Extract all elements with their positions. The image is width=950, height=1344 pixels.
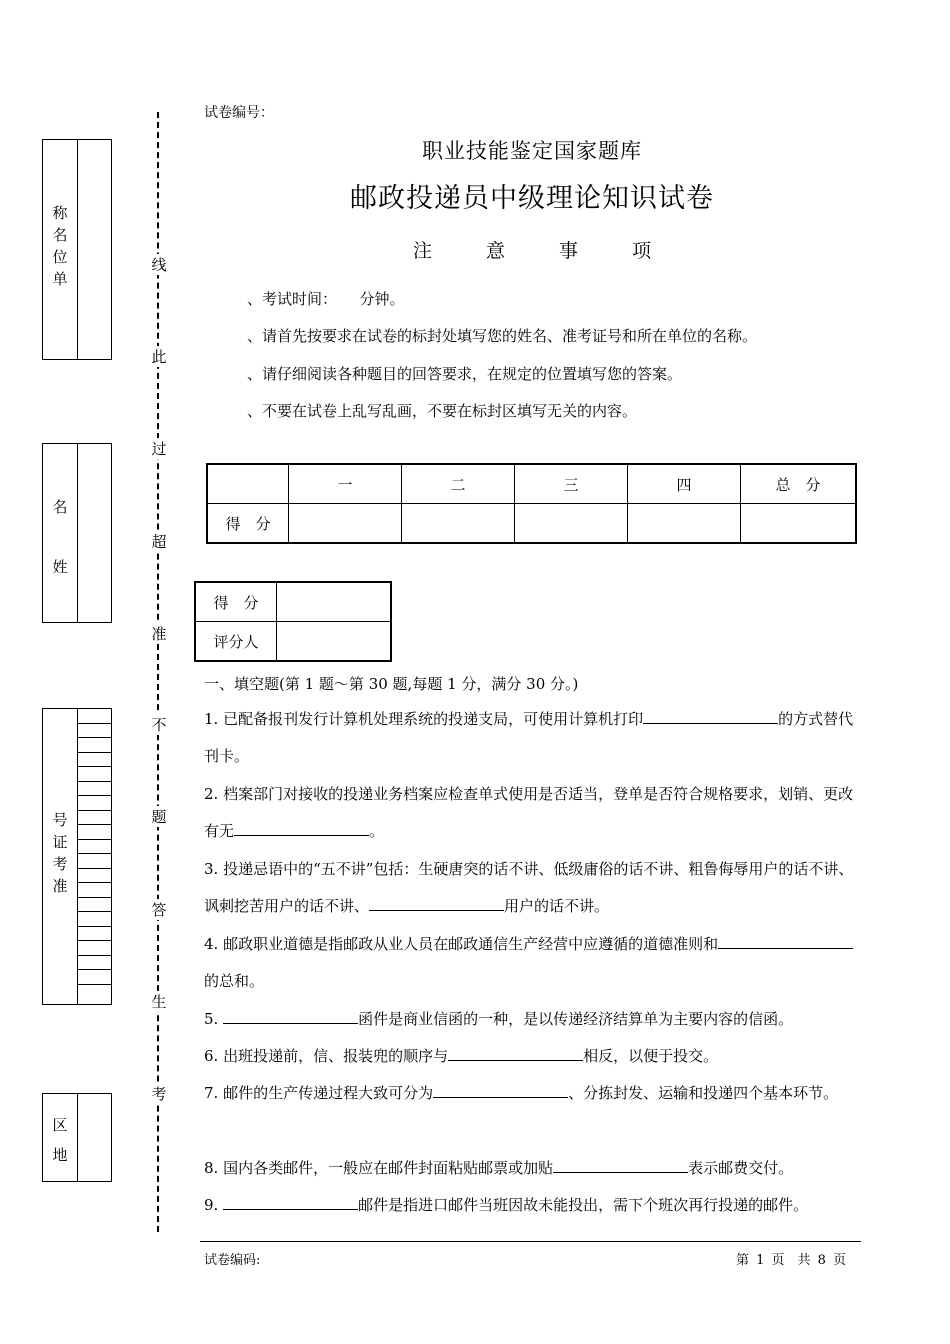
question-text: 6. 出班投递前，信、报装兜的顺序与	[204, 1047, 449, 1065]
name-label-gap	[43, 522, 77, 552]
score-input-cell[interactable]	[289, 504, 402, 544]
question-item	[204, 701, 860, 775]
score-header-cell: 四	[628, 464, 741, 504]
notice-item: 、请仔细阅读各种题目的回答要求，在规定的位置填写您的答案。	[247, 365, 683, 383]
notice-heading-char: 事	[559, 240, 579, 262]
name-label	[43, 492, 77, 582]
score-header-cell: 二	[402, 464, 515, 504]
exam-id-label-char: 证	[52, 833, 68, 851]
question-text: 2. 档案部门对接收的投递业务档案应检查单式使用是否适当，登单是否符合规格要求，划销、更改有无	[204, 785, 854, 840]
name-box	[42, 443, 112, 623]
notice-item: 、请首先按要求在试卷的标封处填写您的姓名、准考证号和所在单位的名称。	[247, 327, 758, 345]
question-item	[204, 851, 860, 925]
question-text: 的总和。	[204, 972, 265, 990]
region-box	[42, 1093, 112, 1182]
seal-char: 过	[151, 440, 167, 458]
answer-blank[interactable]	[433, 1083, 568, 1098]
question-text: 1. 已配备报刊发行计算机处理系统的投递支局，可使用计算机打印	[204, 710, 644, 728]
seal-dashed-line	[157, 112, 159, 1232]
question-item	[204, 1038, 860, 1075]
unit-label-char: 名	[52, 226, 68, 244]
answer-blank[interactable]	[223, 1009, 358, 1024]
seal-char: 准	[151, 625, 167, 643]
score-input-cell[interactable]	[402, 504, 515, 544]
section-title: 一、填空题(第 1 题～第 30 题,每题 1 分，满分 30 分。)	[204, 675, 579, 693]
seal-char: 题	[151, 808, 167, 826]
notice-heading-char: 注	[412, 240, 432, 262]
question-item	[204, 776, 860, 850]
notice-heading-char: 项	[632, 240, 652, 262]
grader-score-label: 得 分	[195, 582, 277, 622]
exam-id-label-char: 准	[52, 877, 68, 895]
question-text: 相反，以便于投交。	[583, 1047, 719, 1065]
exam-id-label-char: 考	[52, 855, 68, 873]
answer-blank[interactable]	[643, 709, 778, 724]
question-text: 4. 邮政职业道德是指邮政从业人员在邮政通信生产经营中应遵循的道德准则和	[204, 935, 719, 953]
answer-blank[interactable]	[718, 934, 853, 949]
question-text: 邮件是指进口邮件当班因故未能投出，需下个班次再行投递的邮件。	[358, 1196, 809, 1214]
question-text: 5.	[204, 1010, 224, 1028]
question-item	[204, 926, 860, 1000]
grader-name-label: 评分人	[195, 622, 277, 662]
grader-score-row	[195, 582, 391, 622]
grader-score-input[interactable]	[277, 582, 392, 622]
seal-char: 不	[151, 716, 167, 734]
footer-divider	[200, 1241, 861, 1242]
score-summary-table	[206, 463, 857, 544]
exam-id-box	[42, 708, 112, 1005]
unit-label-char: 位	[52, 248, 68, 266]
score-input-cell[interactable]	[628, 504, 741, 544]
score-input-cell[interactable]	[741, 504, 857, 544]
question-text: 表示邮费交付。	[688, 1159, 794, 1177]
question-bank-title: 职业技能鉴定国家题库	[422, 139, 642, 163]
question-text: 8. 国内各类邮件，一般应在邮件封面粘贴邮票或加贴	[204, 1159, 554, 1177]
question-text: 9.	[204, 1196, 224, 1214]
unit-label-char: 单	[52, 270, 68, 288]
answer-blank[interactable]	[234, 821, 369, 836]
exam-id-digit-grid[interactable]	[78, 709, 111, 1004]
footer-page-info: 第 1 页 共 8 页	[736, 1253, 847, 1268]
question-text: 的方式替代刊卡。	[204, 710, 854, 765]
seal-char: 生	[151, 993, 167, 1011]
question-text: 3. 投递忌语中的“五不讲”包括：生硬唐突的话不讲、低级庸俗的话不讲、粗鲁侮辱用户的话不讲、讽刺挖苦用户的话不讲、	[204, 860, 854, 915]
question-item	[204, 1001, 860, 1038]
seal-char: 超	[151, 533, 167, 551]
grader-name-input[interactable]	[277, 622, 392, 662]
score-value-row	[207, 504, 856, 544]
seal-char: 线	[151, 256, 167, 274]
footer-paper-code: 试卷编码:	[204, 1253, 261, 1268]
question-text: 用户的话不讲。	[504, 897, 610, 915]
seal-char: 答	[151, 901, 167, 919]
question-item	[204, 1075, 860, 1112]
region-input-area[interactable]	[77, 1094, 78, 1181]
notice-heading	[0, 236, 950, 263]
question-item	[204, 1150, 860, 1187]
question-text: 、分拣封发、运输和投递四个基本环节。	[568, 1084, 839, 1102]
score-input-cell[interactable]	[515, 504, 628, 544]
question-text: 7. 邮件的生产传递过程大致可分为	[204, 1084, 434, 1102]
score-header-cell: 三	[515, 464, 628, 504]
answer-blank[interactable]	[223, 1195, 358, 1210]
score-header-cell: 总 分	[741, 464, 857, 504]
grader-name-row	[195, 622, 391, 662]
question-item	[204, 1187, 860, 1224]
region-label-char: 区	[52, 1116, 68, 1134]
region-label-char: 地	[52, 1146, 68, 1164]
name-label-char: 名	[52, 498, 68, 516]
answer-blank[interactable]	[448, 1046, 583, 1061]
answer-blank[interactable]	[369, 896, 504, 911]
score-header-row	[207, 464, 856, 504]
unit-label-char: 称	[52, 204, 68, 222]
score-header-cell	[207, 464, 289, 504]
score-header-cell: 一	[289, 464, 402, 504]
exam-id-label-char: 号	[52, 811, 68, 829]
name-label-char: 姓	[52, 558, 68, 576]
question-text: 函件是商业信函的一种，是以传递经济结算单为主要内容的信函。	[358, 1010, 794, 1028]
answer-blank[interactable]	[553, 1158, 688, 1173]
grader-table	[194, 581, 392, 662]
seal-char: 此	[151, 348, 167, 366]
paper-number-label: 试卷编号：	[204, 105, 274, 121]
seal-char: 考	[151, 1085, 167, 1103]
question-text: 。	[369, 822, 385, 840]
region-label	[43, 1110, 77, 1170]
name-input-area[interactable]	[77, 444, 78, 622]
notice-heading-char: 意	[485, 240, 505, 262]
score-row-label: 得 分	[207, 504, 289, 544]
notice-item: 、不要在试卷上乱写乱画，不要在标封区填写无关的内容。	[247, 402, 638, 420]
notice-item: 、考试时间： 分钟。	[247, 290, 405, 308]
exam-title: 邮政投递员中级理论知识试卷	[350, 183, 714, 214]
exam-id-label	[43, 809, 77, 897]
